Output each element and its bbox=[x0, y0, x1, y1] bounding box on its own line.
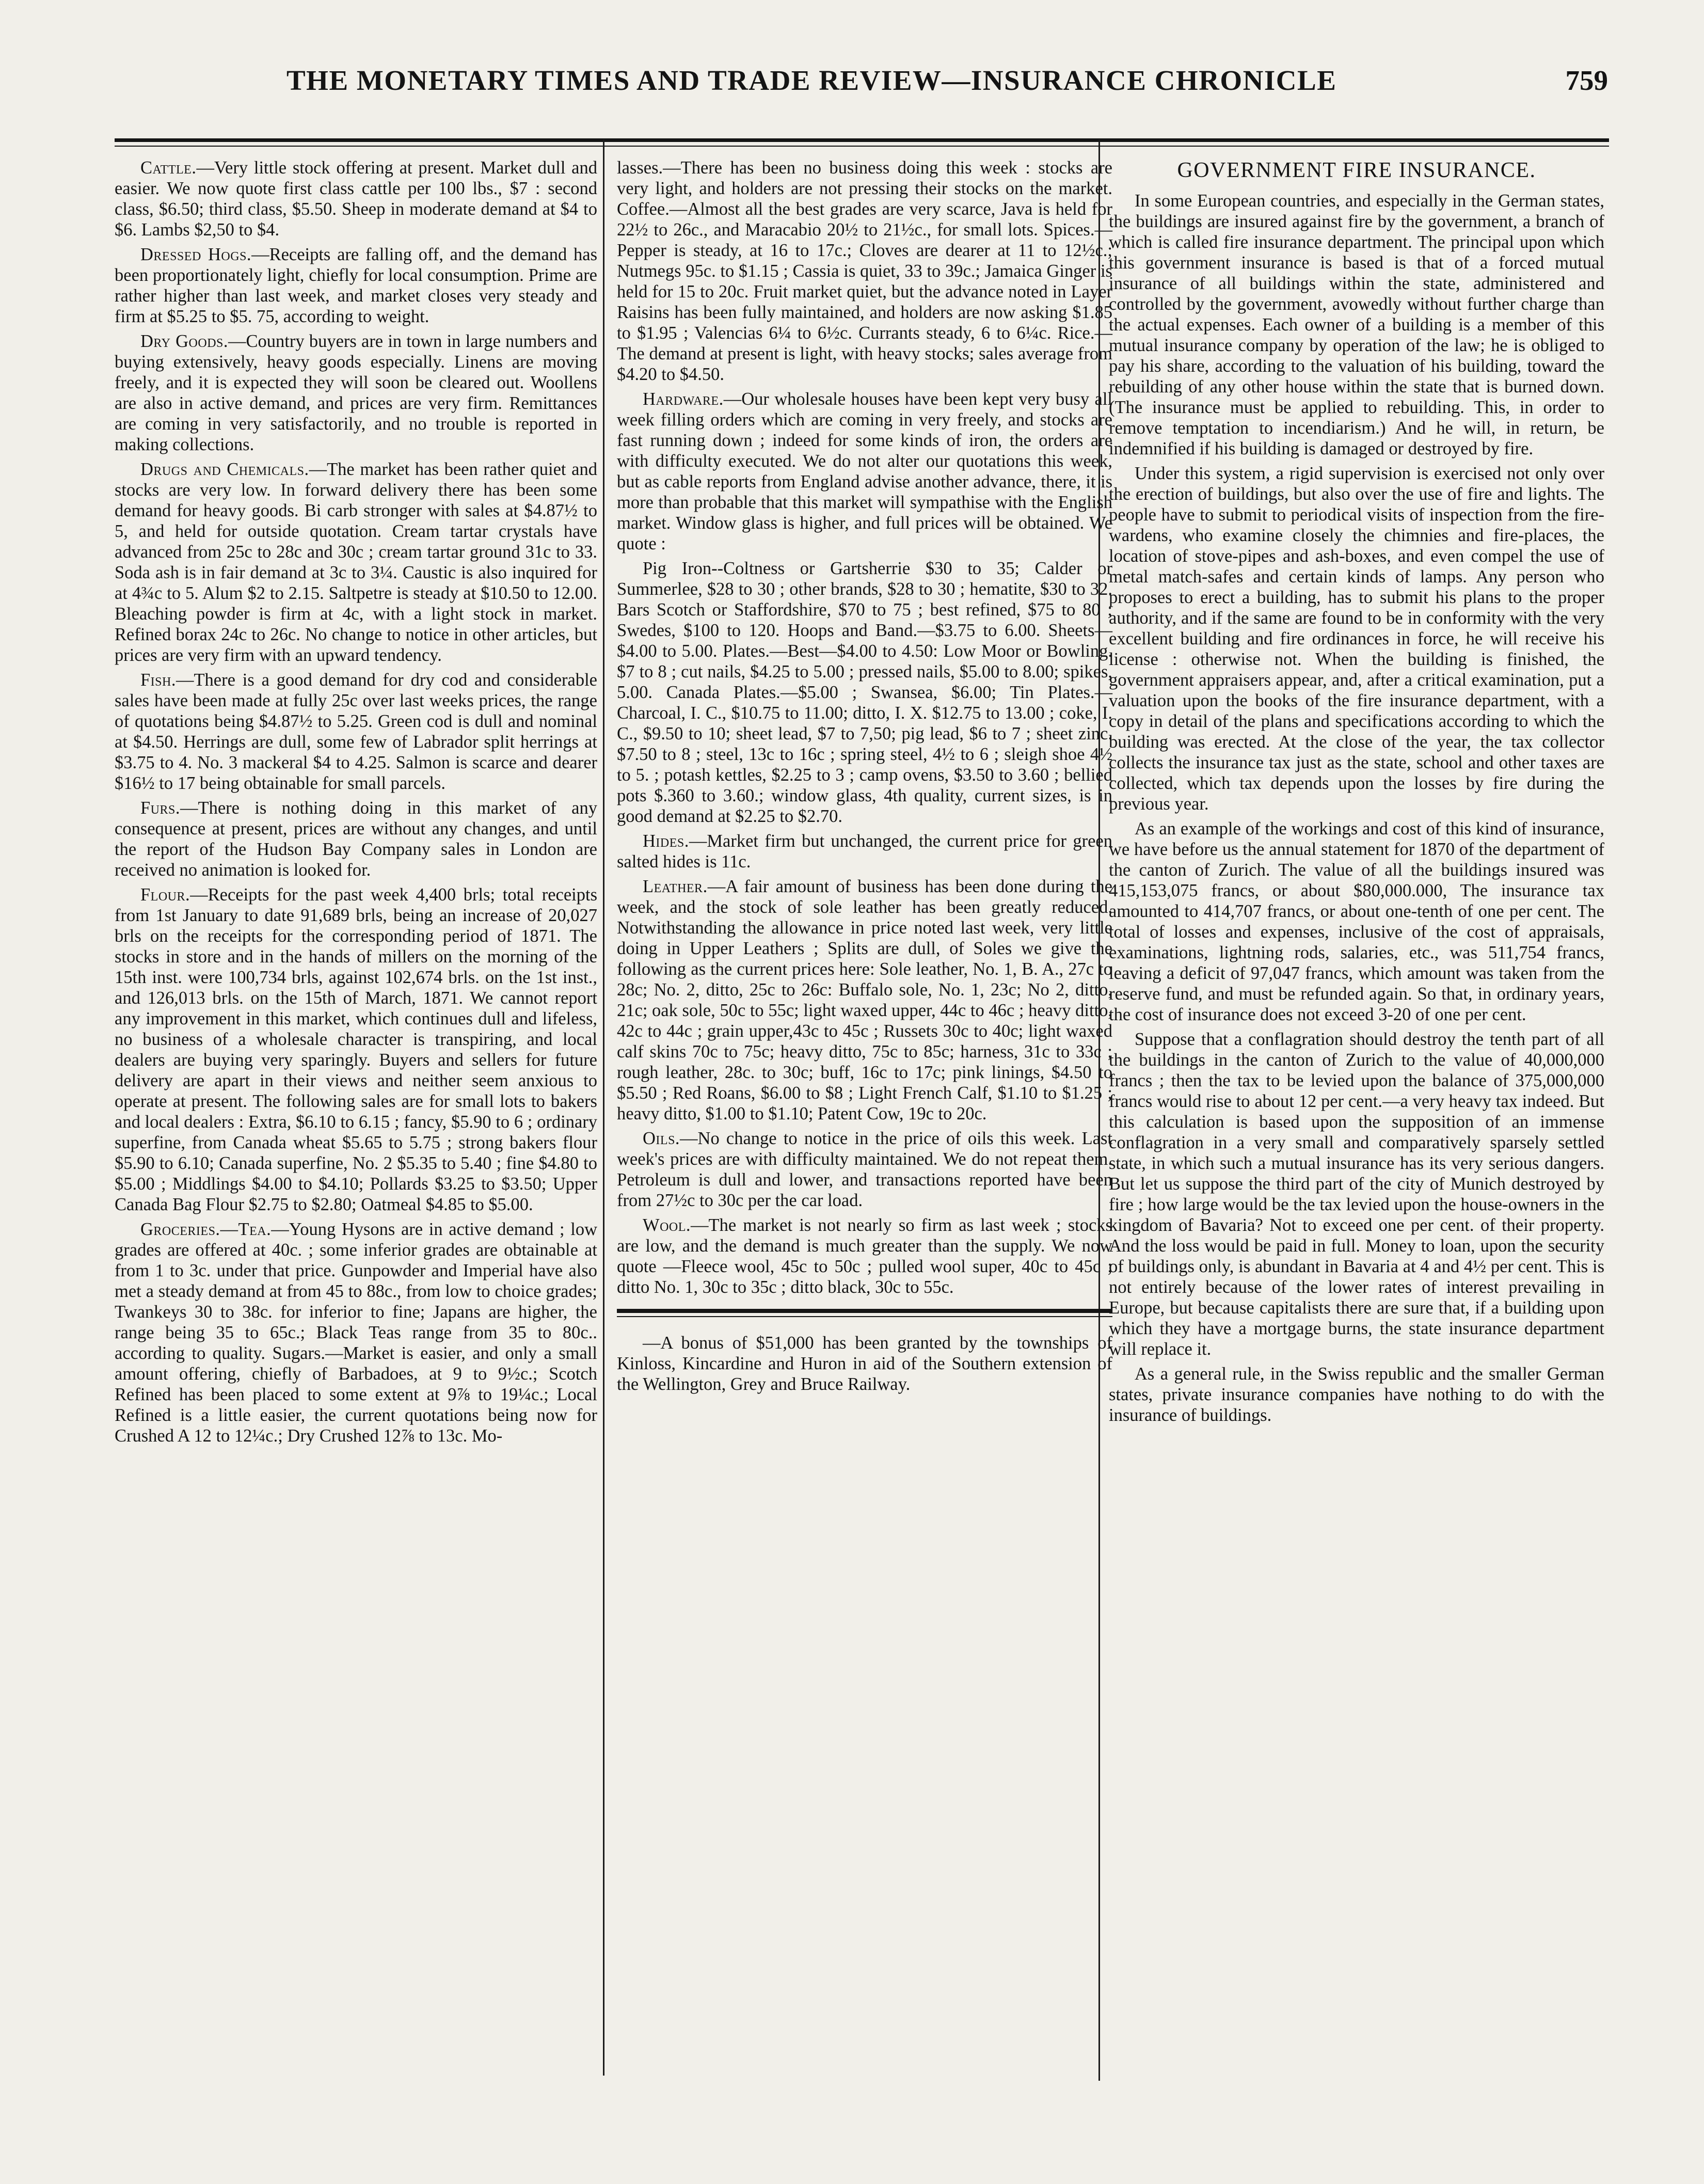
section-text: —Receipts are falling off, and the demand has been proportionately light, chiefly for local consumption. Prime are rather higher than last week, and market closes very steady and firm at $5.25 to $5. 75, according to weight. bbox=[115, 245, 598, 326]
section-text: —Our wholesale houses have been kept very busy all week filling orders which are coming in very freely, and stocks are fast running down ; indeed for some kinds of iron, the orders are with difficulty executed. We do not alter our quotations this week, but as cable reports from England advise another advance, there, it is more than probable that this market will sympathise with the English market. Window glass is higher, and full prices will be obtained. We quote : bbox=[617, 389, 1112, 553]
section-lead: Fish. bbox=[140, 670, 176, 690]
article-paragraph bbox=[115, 331, 597, 455]
section-text: —The market has been rather quiet and stocks are very low. In forward delivery there has been some demand for heavy goods. Bi carb stronger with sales at $4.87½ to 5, and held for outside quotation. Cream tartar crystals have advanced from 25c to 28c and 30c ; cream tartar ground 31c to 33. Soda ash is in fair demand at 3c to 3¼. Caustic is also inquired for at 4¾c to 5. Alum $2 to 2.15. Saltpetre is steady at $10.50 to 12.00. Bleaching powder is firm at 4c, with a light stock in market. Refined borax 24c to 26c. No change to notice in other articles, but prices are very firm with an upward tendency. bbox=[115, 460, 597, 665]
article-paragraph: Suppose that a conflagration should destroy the tenth part of all the buildings in the canton of Zurich to the value of 40,000,000 francs ; then the tax to be levied upon the balance of 375,000,000 francs would rise to about 12 per cent.—a very heavy tax indeed. But this calculation is based upon the supposition of an immense conflagration in a very small and comparatively sparsely settled state, in which such a mutual insurance has its very serious dangers. But let us suppose the third part of the city of Munich destroyed by fire ; how large would be the tax levied upon the house-owners in the kingdom of Bavaria? Not to exceed one per cent. of their property. And the loss would be paid in full. Money to loan, upon the security of buildings only, is abundant in Bavaria at 4 and 4½ per cent. This is not entirely because of the lower rates of interest prevailing in Europe, but because capitalists there are sure that, if a building upon which they have a mortgage burns, the state insurance department will replace it. bbox=[1109, 1030, 1604, 1359]
running-title: THE MONETARY TIMES AND TRADE REVIEW—INSURANCE CHRONICLE bbox=[286, 65, 1337, 96]
section-lead: Leather. bbox=[643, 877, 708, 896]
section-text: —No change to notice in the price of oils this week. Last week's prices are with difficulty maintained. We do not repeat them. Petroleum is dull and lower, and transactions reported have been from 27½c to 30c per the car load. bbox=[617, 1129, 1112, 1210]
article-column-3 bbox=[1109, 157, 1604, 1430]
article-paragraph: In some European countries, and especially in the German states, the buildings are insured against fire by the government, a branch of which is called fire insurance department. The principal upon which this government insurance is based is that of a forced mutual insurance of all buildings within the state, administered and controlled by the government, avowedly without further charge than the actual expenses. Each owner of a building is a member of this mutual insurance company by operation of the law; he is obliged to pay his share, according to the valuation of his building, toward the rebuilding of any other house within the state that is burned down. (The insurance must be applied to rebuilding. This, in order to remove temptation to incendiarism.) And he will, in return, be indemnified if his building is damaged or destroyed by fire. bbox=[1109, 191, 1604, 458]
page-header bbox=[121, 61, 1608, 107]
article-paragraph bbox=[617, 157, 1112, 385]
article-paragraph bbox=[617, 389, 1112, 554]
article-paragraph bbox=[617, 876, 1112, 1124]
article-paragraph bbox=[115, 459, 597, 666]
section-lead: Hardware. bbox=[643, 389, 724, 409]
section-divider-thin bbox=[617, 1316, 1112, 1317]
article-paragraph bbox=[115, 798, 597, 880]
article-paragraph bbox=[115, 670, 597, 794]
section-lead: Dressed Hogs. bbox=[140, 245, 252, 264]
section-lead: Cattle. bbox=[140, 158, 197, 178]
article-paragraph: As an example of the workings and cost of this kind of insurance, we have before us the annual statement for 1870 of the department of the canton of Zurich. The value of all the buildings insured was 415,153,075 francs, or about $80,000.000, The insurance tax amounted to 414,707 francs, or about one-tenth of one per cent. The total of losses and expenses, inclusive of the cost of appraisals, examinations, lightning rods, salaries, etc., was 511,754 francs, leaving a deficit of 97,047 francs, which amount was taken from the reserve fund, and must be refunded again. So that, in ordinary years, the cost of insurance does not exceed 3-20 of one per cent. bbox=[1109, 819, 1604, 1024]
section-text: —There is a good demand for dry cod and considerable sales have been made at fully 25c over last weeks prices, the range of quotations being $4.87½ to 5.25. Green cod is dull and nominal at $4.50. Herrings are dull, some few of Labrador split herrings at $3.75 to 4. No. 3 mackeral $4 to 4.25. Salmon is scarce and dearer $16½ to 17 being obtainable for small parcels. bbox=[115, 670, 597, 793]
header-rule-thin bbox=[115, 146, 1609, 147]
article-paragraph bbox=[617, 558, 1112, 827]
section-text: —The market is not nearly so firm as last week ; stocks are low, and the demand is much greater than the supply. We now quote —Fleece wool, 45c to 50c ; pulled wool super, 40c to 45c ; ditto No. 1, 30c to 35c ; ditto black, 30c to 55c. bbox=[617, 1215, 1112, 1297]
section-lead: Oils. bbox=[643, 1129, 680, 1148]
header-rule bbox=[115, 138, 1609, 142]
section-lead: Furs. bbox=[140, 798, 180, 818]
section-lead: Drugs and Chemicals. bbox=[140, 460, 309, 479]
section-text: —Very little stock offering at present. Market dull and easier. We now quote first class cattle per 100 lbs., $7 : second class, $6.50; third class, $5.50. Sheep in moderate demand at $4 to $6. Lambs $2,50 to $4. bbox=[115, 158, 597, 240]
article-paragraph bbox=[115, 244, 597, 327]
article-paragraph bbox=[617, 1215, 1112, 1297]
section-text: —There is nothing doing in this market of any consequence at present, prices are without any changes, and until the report of the Hudson Bay Company sales in London are received no animation is looked for. bbox=[115, 798, 597, 880]
article-paragraph: Under this system, a rigid supervision is exercised not only over the erection of buildings, but also over the use of fire and lights. The people have to submit to periodical visits of inspection from the fire-wardens, who examine closely the chimnies and fire-places, the location of stove-pipes and ash-boxes, and even compel the use of metal match-safes and certain kinds of lamps. Any person who proposes to erect a building, has to submit his plans to the proper authority, and if the same are found to be in conformity with the very excellent building and fire ordinances in force, he will receive his license : otherwise not. When the building is finished, the government appraisers appear, and, after a critical examination, put a valuation upon the books of the fire insurance department, with a copy in detail of the plans and specifications according to which the building was erected. At the close of the year, the tax collector collects the insurance tax just as the state, school and other taxes are collected, which tax depends upon the losses by fire during the previous year. bbox=[1109, 464, 1604, 814]
section-text: Pig Iron--Coltness or Gartsherrie $30 to 35; Calder or Summerlee, $28 to 30 ; other brands, $28 to 30 ; hematite, $30 to 32. Bars Scotch or Staffordshire, $70 to 75 ; best refined, $75 to 80 ; Swedes, $100 to 120. Hoops and Band.—$3.75 to 6.00. Sheets—$4.00 to 5.00. Plates.—Best—$4.00 to 4.50: Low Moor or Bowling. $7 to 8 ; cut nails, $4.25 to 5.00 ; pressed nails, $5.00 to 8.00; spikes, 5.00. Canada Plates.—$5.00 ; Swansea, $6.00; Tin Plates.—Charcoal, I. C., $10.75 to 11.00; ditto, I. X. $12.75 to 13.00 ; coke, I. C., $9.50 to 10; sheet lead, $7 to 7,50; pig lead, $6 to 7 ; sheet zinc. $7.50 to 8 ; steel, 13c to 16c ; spring steel, 4½ to 6 ; sleigh shoe 4½ to 5. ; potash kettles, $2.25 to 3 ; camp ovens, $3.50 to 3.60 ; bellied pots $.360 to 3.60.; window glass, 4th quality, current sizes, is in good demand at $2.25 to $2.70. bbox=[617, 559, 1112, 826]
article-paragraph bbox=[115, 157, 597, 240]
section-text: lasses.—There has been no business doing this week : stocks are very light, and holders are not pressing their stocks on the market. Coffee.—Almost all the best grades are very scarce, Java is held for 22½ to 26c., and Maracabio 20½ to 21½c., for small lots. Spices.—Pepper is steady, at 16 to 17c.; Cloves are dearer at 11 to 12½c.; Nutmegs 95c. to $1.15 ; Cassia is quiet, 33 to 39c.; Jamaica Ginger is held for 15 to 20c. Fruit market quiet, but the advance noted in Layer Raisins has been fully maintained, and holders are now asking $1.85 to $1.95 ; Valencias 6¼ to 6½c. Currants steady, 6 to 6¼c. Rice.—The demand at present is light, with heavy stocks; sales average from $4.20 to $4.50. bbox=[617, 158, 1112, 384]
market-report-column-1 bbox=[115, 157, 597, 1450]
market-report-column-2 bbox=[617, 157, 1112, 1399]
section-lead: Hides. bbox=[643, 831, 689, 851]
section-text: —Young Hysons are in active demand ; low grades are offered at 40c. ; some inferior grades are obtainable at from 1 to 3c. under that price. Gunpowder and Imperial have also met a steady demand at from 45 to 88c., from low to choice grades; Twankeys 30 to 38c. for inferior to fine; Japans are higher, the range being 35 to 65c.; Black Teas range from 35 to 80c.. according to quality. Sugars.—Market is easier, and only a small amount offering, chiefly of Barbadoes, at 9 to 9½c.; Scotch Refined has been placed to some extent at 9⅞ to 19¼c.; Local Refined is a little easier, the current quotations being now for Crushed A 12 to 12¼c.; Dry Crushed 12⅞ to 13c. Mo- bbox=[115, 1220, 597, 1446]
article-title: GOVERNMENT FIRE INSURANCE. bbox=[1177, 159, 1536, 182]
section-lead: Groceries.—Tea. bbox=[140, 1220, 272, 1239]
section-divider bbox=[617, 1309, 1112, 1313]
article-paragraph: As a general rule, in the Swiss republic and the smaller German states, private insurance companies have nothing to do with the insurance of buildings. bbox=[1109, 1364, 1604, 1425]
section-text: —Country buyers are in town in large numbers and buying extensively, heavy goods especially. Linens are moving freely, and it is expected they will soon be cleared out. Woollens are also in active demand, and prices are very firm. Remittances are coming in very satisfactorily, and no trouble is reported in making collections. bbox=[115, 331, 597, 454]
article-paragraph bbox=[617, 1128, 1112, 1211]
section-lead: Flour. bbox=[140, 885, 190, 905]
section-lead: Wool. bbox=[643, 1215, 691, 1235]
section-lead: Dry Goods. bbox=[140, 331, 229, 351]
article-paragraph bbox=[115, 1219, 597, 1446]
section-text: —Market firm but unchanged, the current price for green salted hides is 11c. bbox=[617, 831, 1112, 872]
bonus-notice: —A bonus of $51,000 has been granted by the townships of Kinloss, Kincardine and Huron in aid of the Southern extension of the Wellington, Grey and Bruce Railway. bbox=[617, 1333, 1112, 1394]
column-divider-1 bbox=[603, 139, 604, 2076]
article-paragraph bbox=[115, 884, 597, 1215]
page-number: 759 bbox=[1565, 65, 1608, 96]
article-paragraph bbox=[617, 831, 1112, 872]
section-text: —Receipts for the past week 4,400 brls; total receipts from 1st January to date 91,689 brls, being an increase of 20,027 brls on the receipts for the corresponding period of 1871. The stocks in store and in the hands of millers on the morning of the 15th inst. were 100,734 brls, against 102,674 brls. on the 1st inst., and 126,013 brls. on the 15th of March, 1871. We cannot report any improvement in this market, which continues dull and lifeless, no business of a wholesale character is transpiring, and local dealers are buying very sparingly. Buyers and sellers for future delivery are apart in their views and neither seem anxious to operate at present. The following sales are for small lots to bakers and local dealers : Extra, $6.10 to 6.15 ; fancy, $5.90 to 6 ; ordinary superfine, from Canada wheat $5.65 to 5.75 ; strong bakers flour $5.90 to 6.10; Canada superfine, No. 2 $5.35 to 5.40 ; fine $4.80 to $5.00 ; Middlings $4.00 to $4.10; Pollards $3.25 to $3.50; Upper Canada Bag Flour $2.75 to $2.80; Oatmeal $4.85 to $5.00. bbox=[115, 885, 597, 1214]
section-text: —A fair amount of business has been done during the week, and the stock of sole leather has been greatly reduced. Notwithstanding the allowance in price noted last week, very little doing in Upper Leathers ; Splits are dull, of Soles we give the following as the current prices here: Sole leather, No. 1, B. A., 27c to 28c; No. 2, ditto, 25c to 26c: Buffalo sole, No. 1, 23c; No 2, ditto, 21c; oak sole, 50c to 55c; light waxed upper, 44c to 46c ; heavy ditto, 42c to 44c ; grain upper,43c to 45c ; Russets 30c to 40c; light waxed calf skins 70c to 75c; heavy ditto, 75c to 85c; harness, 31c to 33c ; rough leather, 28c. to 30c; buff, 16c to 17c; pink linings, $4.50 to $5.50 ; Red Roans, $6.00 to $8 ; Light French Calf, $1.10 to $1.25 ; heavy ditto, $1.00 to $1.10; Patent Cow, 19c to 20c. bbox=[617, 877, 1112, 1123]
